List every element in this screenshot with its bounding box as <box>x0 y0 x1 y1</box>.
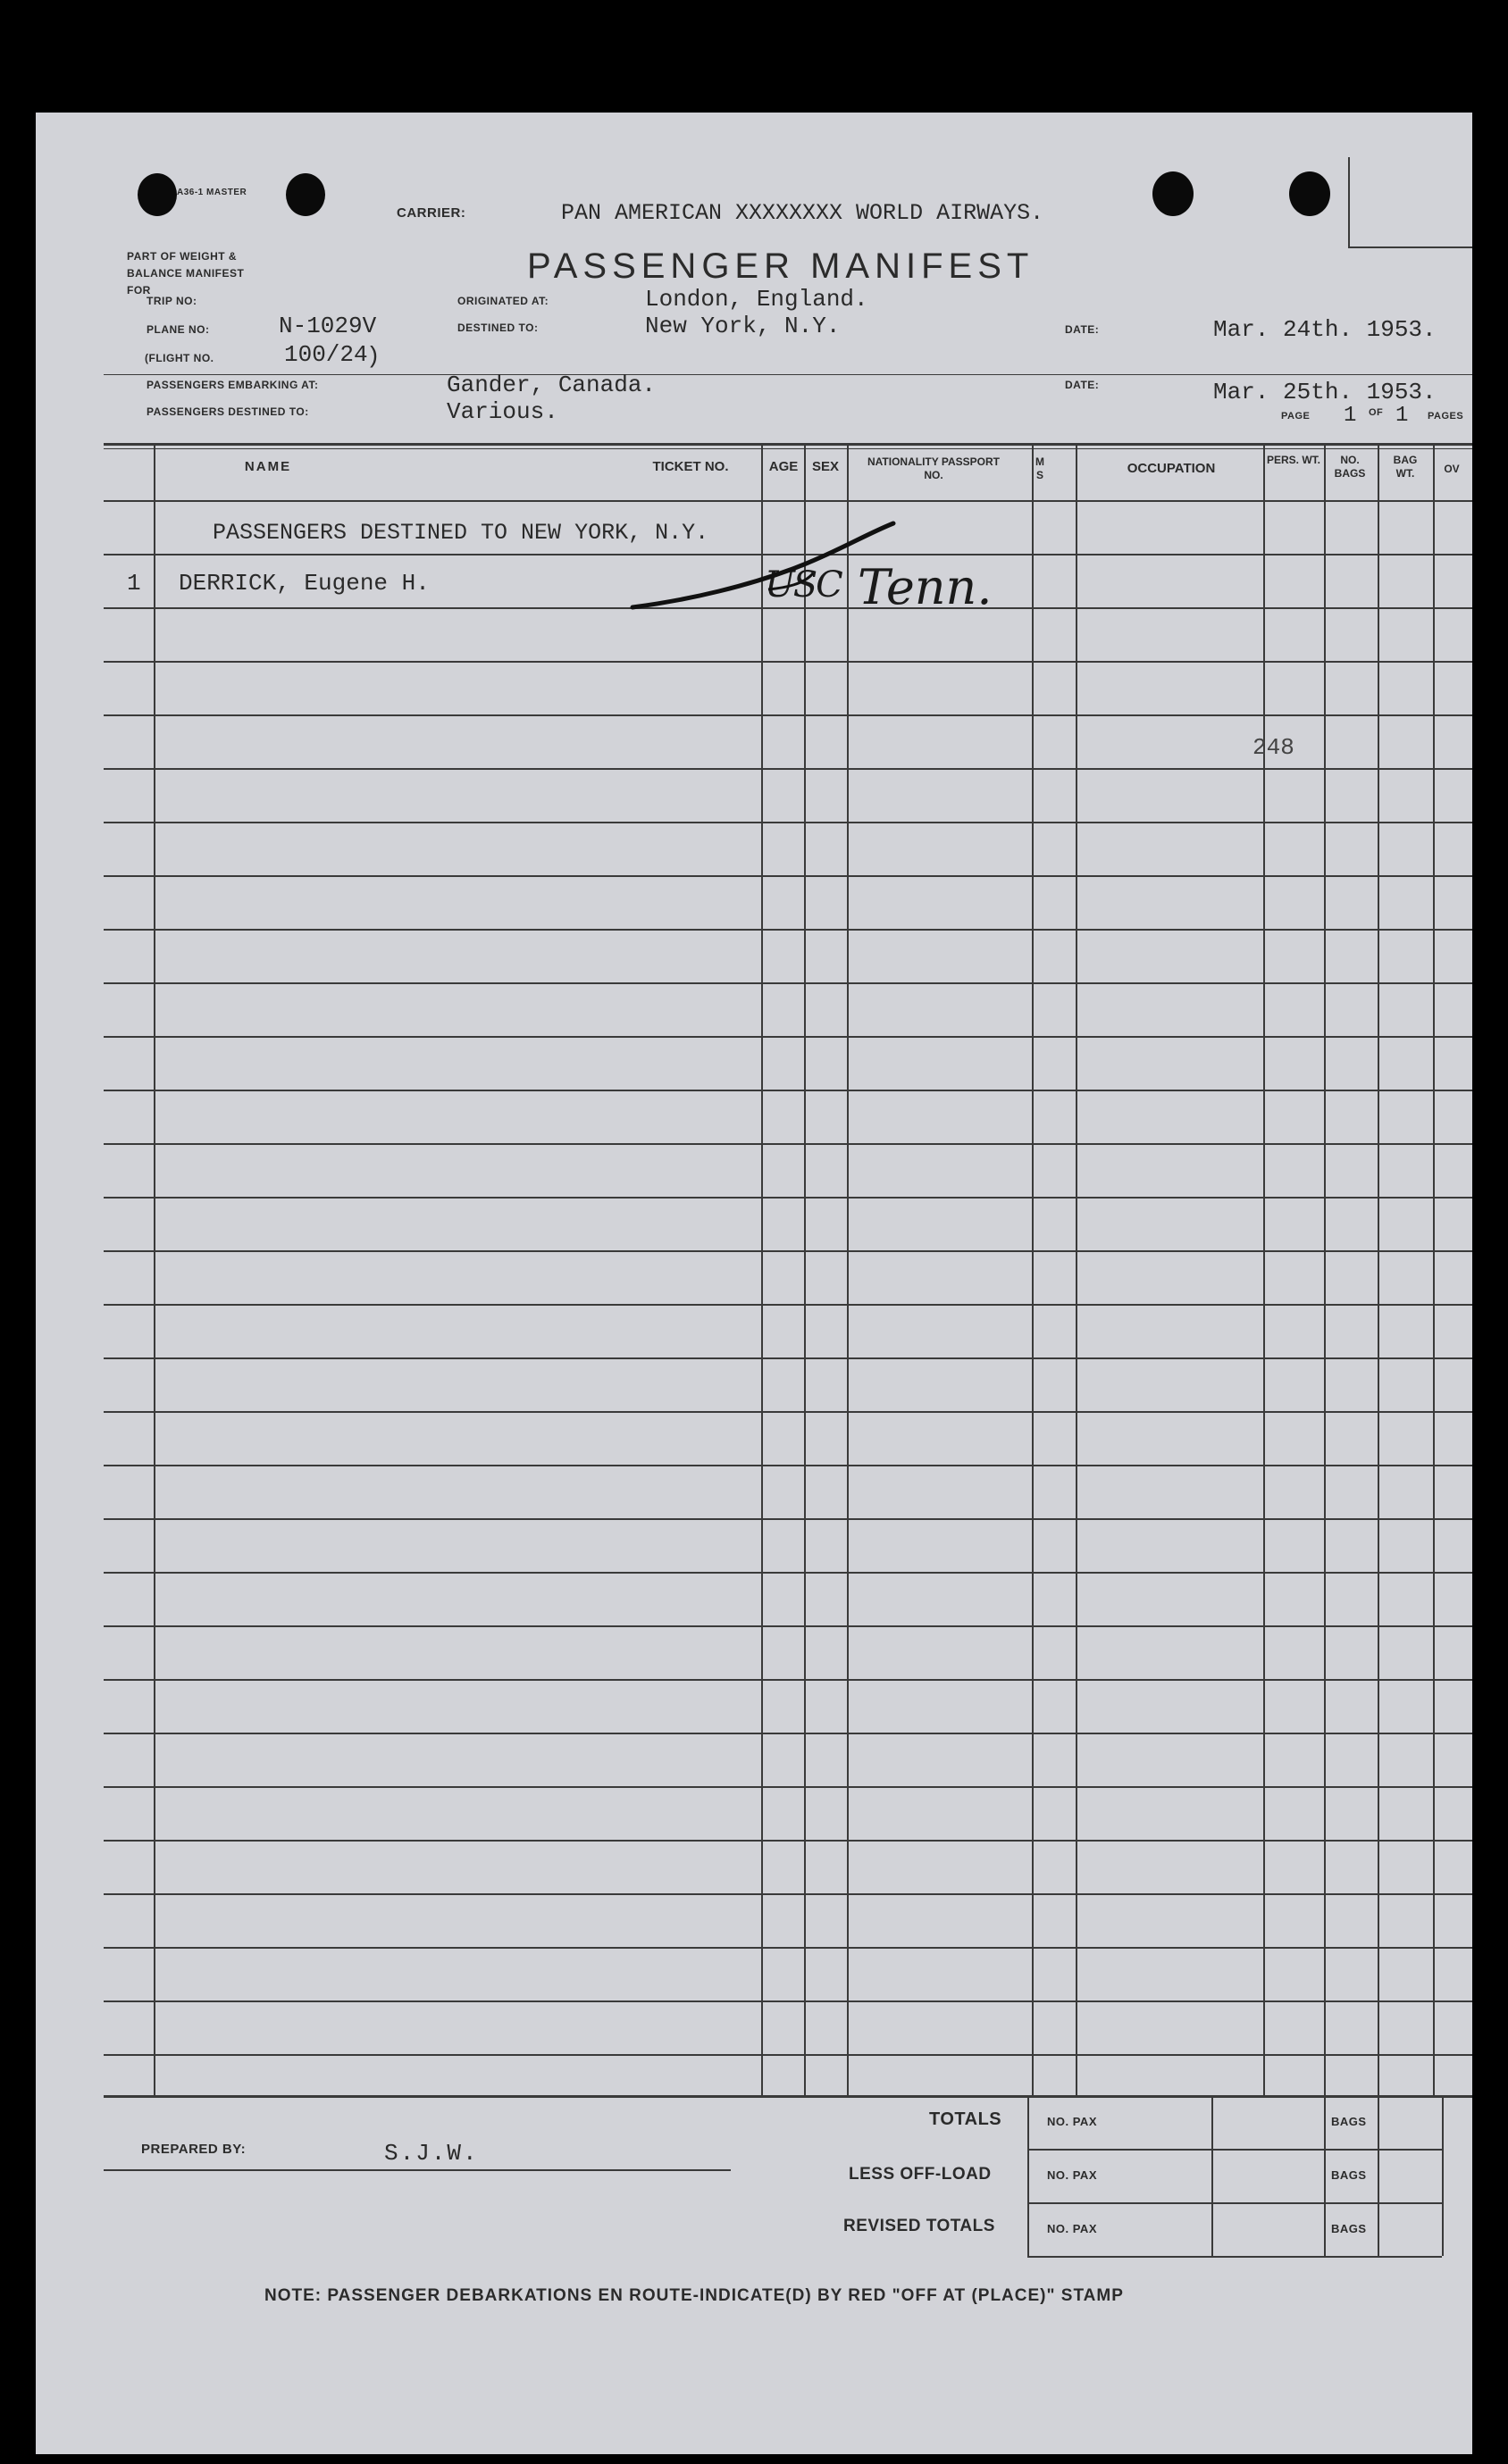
totals-column-rule <box>1442 2095 1444 2256</box>
col-name: NAME <box>244 459 292 474</box>
handwritten-state: Tenn. <box>858 559 993 615</box>
flight-no-close: ) <box>366 343 381 370</box>
embarking: Gander, Canada. <box>447 372 657 398</box>
col-sex: SEX <box>811 459 839 474</box>
originated-label: ORIGINATED AT: <box>457 295 549 307</box>
table-column-rule <box>1433 443 1435 2095</box>
table-rule <box>104 1411 1472 1413</box>
table-rule <box>104 1840 1472 1842</box>
manifest-page <box>36 113 1472 2454</box>
row-name: PASSENGERS DESTINED TO NEW YORK, N.Y. <box>213 520 709 546</box>
table-column-rule <box>1263 443 1265 2095</box>
footer-note: NOTE: PASSENGER DEBARKATIONS EN ROUTE-INDICATE(D) BY RED "OFF AT (PLACE)" STAMP <box>264 2286 1124 2305</box>
originated: London, England. <box>645 286 868 313</box>
bags-label: BAGS <box>1331 2222 1367 2235</box>
totals-rule <box>1027 2256 1442 2258</box>
date1-label: DATE: <box>1065 323 1100 336</box>
table-rule <box>104 1304 1472 1306</box>
bags-label: BAGS <box>1331 2168 1367 2182</box>
table-column-rule <box>1324 443 1326 2095</box>
destined: New York, N.Y. <box>645 313 841 339</box>
col-bag-wt: BAG WT. <box>1393 454 1418 480</box>
table-rule <box>104 1090 1472 1091</box>
table-column-rule <box>1378 443 1379 2095</box>
row-no: 1 <box>127 570 141 597</box>
form-title: PASSENGER MANIFEST <box>527 246 1035 286</box>
table-rule <box>104 714 1472 716</box>
prepared-by-line <box>104 2169 731 2171</box>
table-column-rule <box>1076 443 1077 2095</box>
date1: Mar. 24th. 1953. <box>1213 316 1437 343</box>
page-label: PAGE <box>1281 411 1311 422</box>
row-name: DERRICK, Eugene H. <box>179 570 430 597</box>
frame-corner <box>1348 246 1472 248</box>
form-code: A36-1 MASTER <box>177 188 247 197</box>
table-rule <box>104 768 1472 770</box>
prepared-by-label: PREPARED BY: <box>141 2142 247 2157</box>
table-rule <box>104 1733 1472 1734</box>
col-nationality: NATIONALITY PASSPORT NO. <box>867 455 1000 481</box>
table-rule <box>104 1250 1472 1252</box>
col-pers-wt: PERS. WT. <box>1267 454 1321 466</box>
pages-label: PAGES <box>1428 411 1464 422</box>
revised-totals-label: REVISED TOTALS <box>843 2217 995 2235</box>
table-rule <box>104 1947 1472 1949</box>
table-rule <box>104 822 1472 823</box>
header-rule <box>104 374 1472 375</box>
table-rule <box>104 448 1472 449</box>
less-offload-label: LESS OFF-LOAD <box>849 2165 992 2184</box>
table-rule <box>104 1143 1472 1145</box>
table-column-rule <box>1032 443 1034 2095</box>
punch-hole <box>138 173 177 216</box>
col-ov: OV <box>1444 463 1460 475</box>
page-no: 1 <box>1344 404 1357 428</box>
carrier-name: PAN AMERICAN XXXXXXXX WORLD AIRWAYS. <box>561 200 1044 226</box>
flight-no: 100/24 <box>284 341 368 368</box>
plane-no-label: PLANE NO: <box>147 323 210 336</box>
table-rule <box>104 2000 1472 2002</box>
destined-label: DESTINED TO: <box>457 322 539 334</box>
frame-corner <box>1348 157 1350 248</box>
totals-column-rule <box>1027 2095 1029 2256</box>
table-column-rule <box>804 443 806 2095</box>
table-rule <box>104 500 1472 502</box>
table-rule <box>104 443 1472 446</box>
date2-label: DATE: <box>1065 379 1100 391</box>
table-rule <box>104 1357 1472 1359</box>
of-label: OF <box>1369 407 1384 418</box>
col-ticket: TICKET NO. <box>652 459 729 474</box>
flight-no-label: (FLIGHT NO. <box>145 352 214 364</box>
table-column-rule <box>154 443 155 2095</box>
col-ms: M S <box>1035 455 1044 481</box>
totals-column-rule <box>1378 2095 1379 2256</box>
trip-no-label: TRIP NO: <box>147 295 197 307</box>
table-rule <box>104 661 1472 663</box>
no-pax-label: NO. PAX <box>1047 2115 1097 2128</box>
table-rule <box>104 1679 1472 1681</box>
row-nationality: USC <box>765 564 842 606</box>
no-pax-label: NO. PAX <box>1047 2168 1097 2182</box>
totals-column-rule <box>1211 2095 1213 2256</box>
carrier-label: CARRIER: <box>397 205 466 221</box>
table-rule <box>104 1465 1472 1466</box>
col-occupation: OCCUPATION <box>1127 461 1216 476</box>
table-column-rule <box>761 443 763 2095</box>
table-rule <box>104 1518 1472 1520</box>
destined-to: Various. <box>447 398 558 425</box>
col-no-bags: NO. BAGS <box>1334 454 1366 480</box>
table-column-rule <box>847 443 849 2095</box>
table-rule <box>104 1893 1472 1895</box>
totals-column-rule <box>1324 2095 1326 2256</box>
table-rule <box>104 1197 1472 1199</box>
plane-no: N-1029V <box>279 313 377 339</box>
totals-rule <box>1027 2149 1442 2151</box>
table-rule <box>104 1625 1472 1627</box>
table-rule <box>104 1786 1472 1788</box>
punch-hole <box>1289 171 1330 216</box>
totals-rule <box>1027 2095 1442 2097</box>
bags-label: BAGS <box>1331 2115 1367 2128</box>
punch-hole <box>286 173 325 216</box>
embarking-label: PASSENGERS EMBARKING AT: <box>147 379 319 391</box>
table-rule <box>104 2054 1472 2056</box>
handwritten-strike-mark <box>625 511 1108 618</box>
table-rule <box>104 1036 1472 1038</box>
page-total: 1 <box>1395 404 1409 428</box>
totals-label: TOTALS <box>929 2109 1002 2129</box>
destined-to-label: PASSENGERS DESTINED TO: <box>147 405 309 418</box>
row-weight: 248 <box>1252 734 1294 761</box>
table-rule <box>104 929 1472 931</box>
table-rule <box>104 875 1472 877</box>
date2: Mar. 25th. 1953. <box>1213 379 1437 405</box>
no-pax-label: NO. PAX <box>1047 2222 1097 2235</box>
prepared-by: S.J.W. <box>384 2140 479 2167</box>
table-rule <box>104 982 1472 984</box>
form-part-of: PART OF WEIGHT & BALANCE MANIFEST FOR <box>127 250 245 297</box>
col-age: AGE <box>768 459 799 474</box>
table-rule <box>104 1572 1472 1574</box>
punch-hole <box>1152 171 1194 216</box>
totals-rule <box>1027 2202 1442 2204</box>
